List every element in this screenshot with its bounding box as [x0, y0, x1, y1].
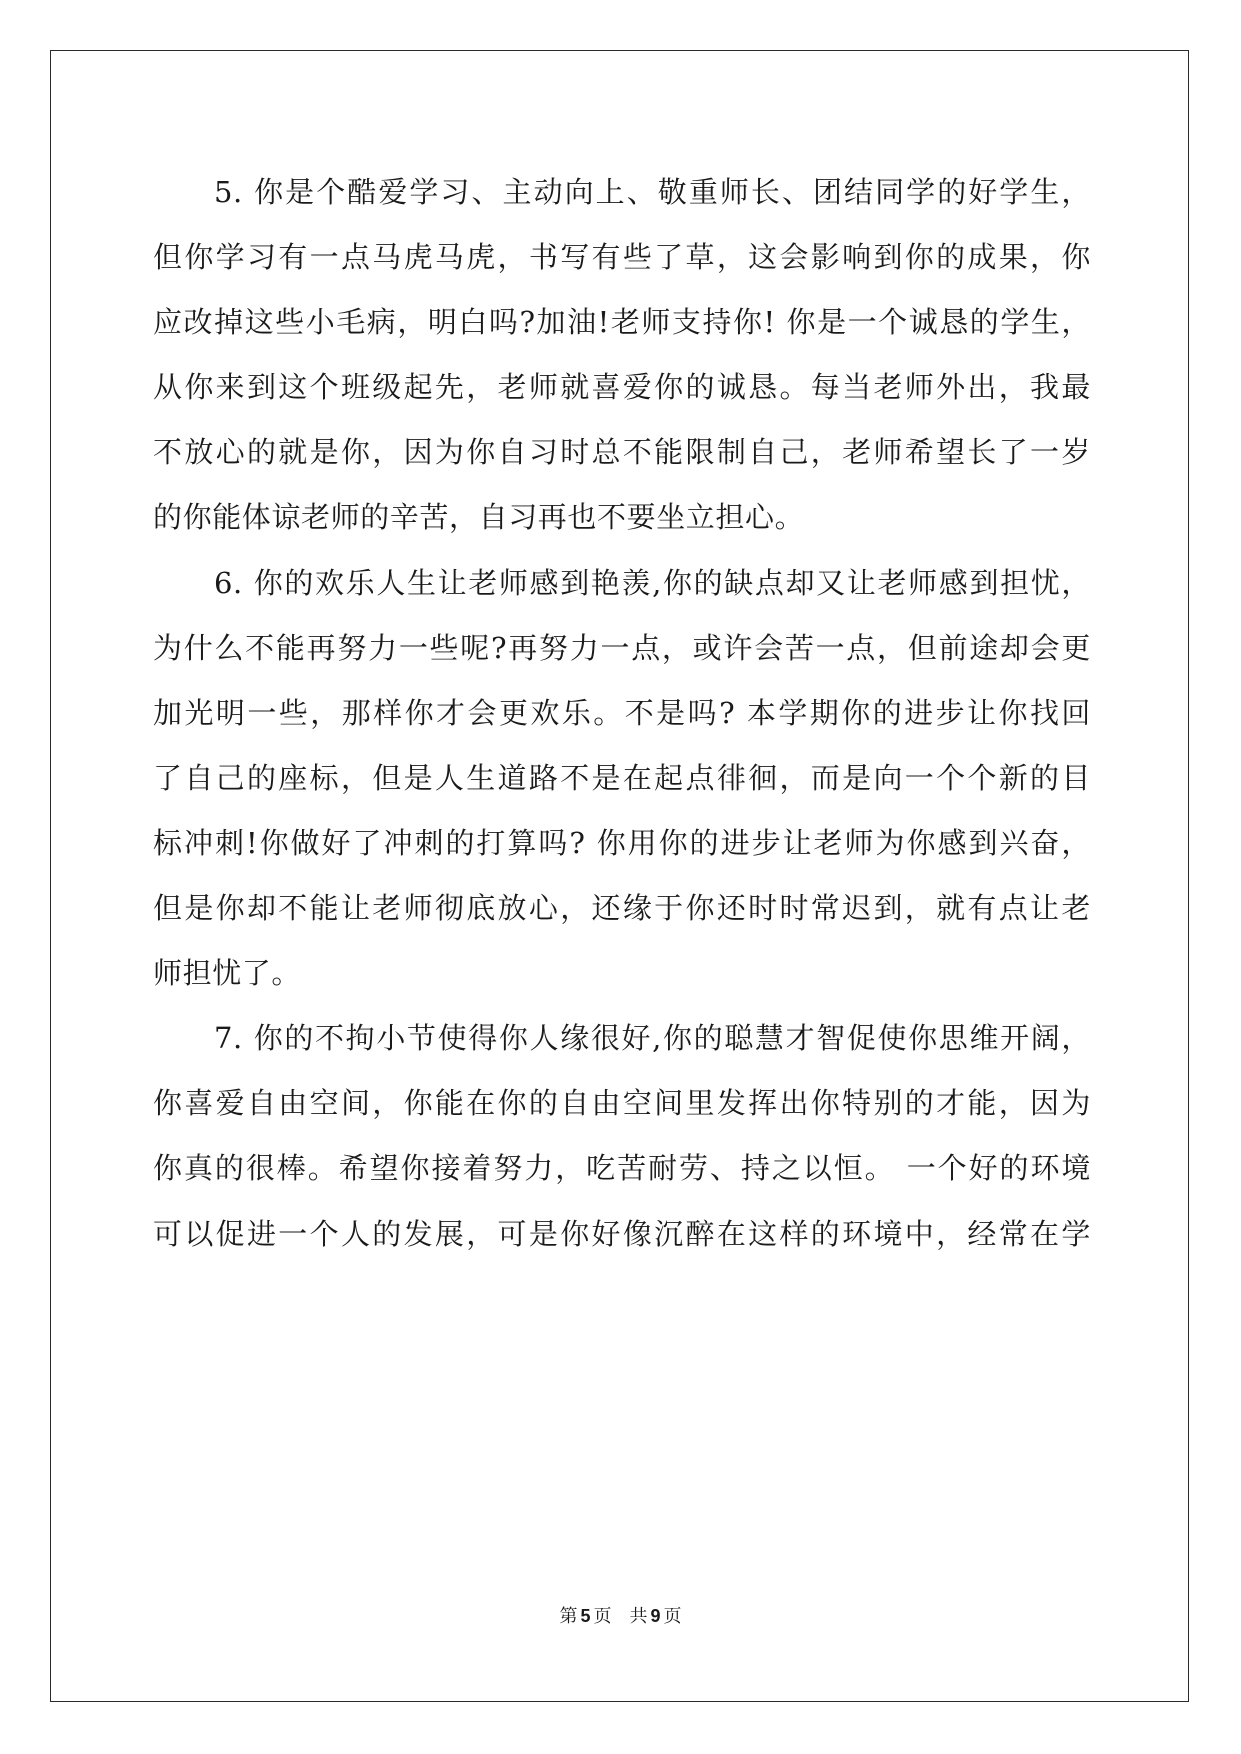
text-line: 应改掉这些小毛病，明白吗?加油!老师支持你! 你是一个诚恳的学生，: [153, 305, 1091, 340]
text-line: 但你学习有一点马虎马虎，书写有些了草，这会影响到你的成果，你: [153, 240, 1091, 275]
text-line: 你喜爱自由空间，你能在你的自由空间里发挥出你特别的才能，因为: [153, 1086, 1091, 1121]
total-pages: 9: [650, 1606, 661, 1626]
text-line: 的你能体谅老师的辛苦，自习再也不要坐立担心。: [153, 500, 805, 535]
text-line: 7. 你的不拘小节使得你人缘很好,你的聪慧才智促使你思维开阔，: [214, 1021, 1091, 1056]
page-label-prefix: 第: [559, 1606, 578, 1627]
text-line: 但是你却不能让老师彻底放心，还缘于你还时时常迟到，就有点让老: [153, 891, 1091, 926]
text-line: 标冲刺!你做好了冲刺的打算吗? 你用你的进步让老师为你感到兴奋，: [153, 825, 1091, 860]
text-line: 5. 你是个酷爱学习、主动向上、敬重师长、团结同学的好学生，: [214, 175, 1091, 209]
text-line: 从你来到这个班级起先，老师就喜爱你的诚恳。每当老师外出，我最: [153, 370, 1091, 405]
page-label-suffix: 页: [593, 1606, 612, 1627]
text-line: 为什么不能再努力一些呢?再努力一点，或许会苦一点，但前途却会更: [153, 630, 1091, 665]
text-line: 可以促进一个人的发展，可是你好像沉醉在这样的环境中，经常在学: [153, 1216, 1091, 1251]
text-line: 师担忧了。: [153, 956, 302, 991]
text-line: 不放心的就是你，因为你自习时总不能限制自己，老师希望长了一岁: [153, 435, 1091, 470]
total-label-suffix: 页: [663, 1606, 682, 1627]
page-footer: [0, 1602, 1241, 1628]
total-label-prefix: 共: [629, 1606, 648, 1627]
page-number: 5: [580, 1606, 591, 1626]
text-line: 了自己的座标，但是人生道路不是在起点徘徊，而是向一个个新的目: [153, 760, 1091, 795]
text-line: 你真的很棒。希望你接着努力，吃苦耐劳、持之以恒。 一个好的环境: [153, 1151, 1091, 1186]
document-body: [153, 160, 1091, 1267]
text-line: 6. 你的欢乐人生让老师感到艳羡,你的缺点却又让老师感到担忧，: [214, 565, 1091, 600]
text-line: 加光明一些，那样你才会更欢乐。不是吗? 本学期你的进步让你找回: [153, 695, 1091, 730]
